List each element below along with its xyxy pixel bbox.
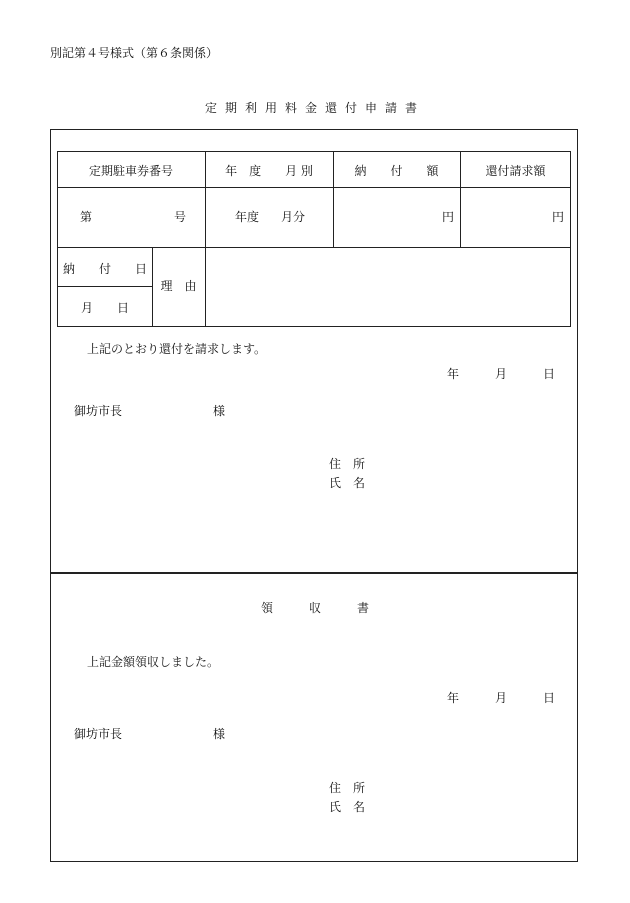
payment-date-label: 納 付 日 [62, 262, 147, 276]
receipt-statement: 上記金額領収しました。 [87, 655, 220, 669]
receipt-address-label: 住 所 [329, 781, 366, 795]
header-refund-amount: 還付請求額 [485, 164, 546, 178]
table-divider [57, 286, 153, 287]
request-name-label: 氏 名 [329, 476, 366, 490]
fiscal-year-field: 年度 [235, 210, 260, 224]
header-paid-amount: 納 付 額 [354, 164, 439, 178]
table-divider [57, 247, 571, 248]
paid-yen-unit: 円 [442, 210, 455, 224]
receipt-honorific: 様 [213, 727, 226, 741]
receipt-addressee: 御坊市長 [74, 727, 123, 741]
reason-label: 理 由 [160, 279, 197, 293]
request-address-label: 住 所 [329, 457, 366, 471]
table-divider [57, 187, 571, 188]
request-addressee: 御坊市長 [74, 404, 123, 418]
request-statement: 上記のとおり還付を請求します。 [87, 342, 267, 356]
header-ticket-number: 定期駐車券番号 [88, 164, 173, 178]
refund-yen-unit: 円 [552, 210, 565, 224]
receipt-date-line: 年 月 日 [447, 691, 556, 705]
month-field: 月分 [281, 210, 306, 224]
form-label: 別記第４号様式（第６条関係） [50, 46, 219, 60]
payment-date-value: 月 日 [80, 301, 129, 315]
request-date-line: 年 月 日 [447, 367, 556, 381]
page-title: 定期利用料金還付申請書 [204, 101, 425, 115]
receipt-title: 領 収 書 [260, 601, 369, 615]
ticket-number-prefix: 第 [80, 210, 93, 224]
receipt-name-label: 氏 名 [329, 800, 366, 814]
request-honorific: 様 [213, 404, 226, 418]
ticket-number-suffix: 号 [174, 210, 187, 224]
header-year-month: 年 度 月 別 [225, 164, 313, 178]
